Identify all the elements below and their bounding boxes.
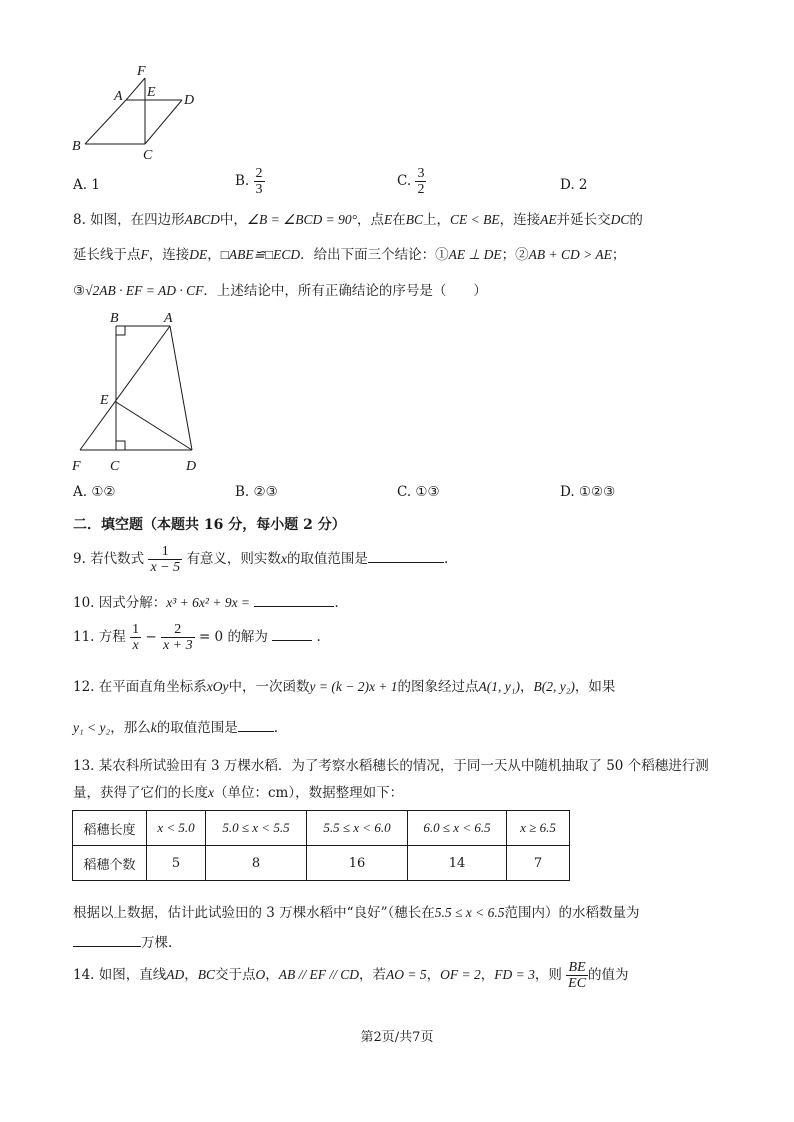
q8-label-a: A [164,311,173,326]
q12-answer-blank[interactable] [238,719,274,732]
q12-line1: 12. 在平面直角坐标系xOy中，一次函数y = (k − 2)x + 1的图象经过点A(1, y₁)，B(2, y₂)，如果 [73,679,616,695]
q8-label-e: E [100,393,109,408]
q13-data-table [72,810,570,881]
q8-option-b: B. ②③ [235,484,278,500]
q13-line3: 根据以上数据，估计此试验田的 3 万棵水稻中“良好”（穗长在5.5 ≤ x < 6.5范围内）的水稻数量为 [73,905,640,921]
q13-answer-blank[interactable] [73,934,141,947]
q13-line4: 万棵. [73,934,172,952]
q11-answer-blank[interactable] [272,628,312,641]
table-cell: 5 [147,846,206,881]
q7-option-c-fraction: $\frac{3}{2}$ [417,166,425,197]
page-number: 第2页/共7页 [360,1030,434,1045]
section-heading: 二．填空题（本题共 16 分，每小题 2 分） [73,517,346,533]
q10-answer-blank[interactable] [254,594,334,607]
q9-fraction: $\frac{1}{x - 5}$ [150,544,181,575]
q7-option-a: A. 1 [73,177,100,193]
q8-figure [66,306,216,478]
table-cell: 稻穗长度 [73,811,147,846]
q7-option-c-label: C. [397,173,412,189]
table-cell: x < 5.0 [147,811,206,846]
q14-fraction: $\frac{BE}{EC}$ [568,960,587,991]
q8-label-d: D [186,459,197,474]
table-cell: 5.0 ≤ x < 5.5 [206,811,307,846]
q14: 14. 如图，直线AD，BC交于点O，AB // EF // CD，若AO = 5，OF = 2，FD = 3，则 $\frac{BE}{EC}$ 的值为 [73,960,629,991]
q7-option-b [235,166,265,197]
table-cell: 14 [408,846,507,881]
q7-label-a: A [114,89,123,104]
q8-option-c: C. ①③ [397,484,440,500]
q10: 10. 因式分解：x³ + 6x² + 9x = . [73,595,339,611]
q7-option-d: D. 2 [560,177,588,193]
table-cell: 16 [307,846,408,881]
q8-line2: 延长线于点F，连接DE，□ABE≌□ECD．给出下面三个结论：①AE ⊥ DE；②AB + CD > AE； [73,247,626,263]
q12-line2: y₁ < y₂，那么k的取值范围是 . [73,720,279,736]
q7-label-d: D [184,93,195,108]
q11-fraction-1: $\frac{1}{x}$ [132,622,140,653]
q13-line1: 13. 某农科所试验田有 3 万棵水稻．为了考察水稻穗长的情况，于同一天从中随机抽取了 50 个稻穗进行测 [73,758,709,774]
q8-label-f: F [72,459,81,474]
q8-label-c: C [110,459,120,474]
table-cell: x ≥ 6.5 [507,811,570,846]
q7-label-b: B [72,139,81,154]
q7-label-e: E [147,85,156,100]
table-cell: 5.5 ≤ x < 6.0 [307,811,408,846]
q9: 9. 若代数式 $\frac{1}{x - 5}$ 有意义，则实数x的取值范围是 . [73,544,449,575]
q9-answer-blank[interactable] [368,550,444,563]
q8-line1: 8. 如图，在四边形ABCD中，∠B = ∠BCD = 90°，点E在BC上，CE < BE，连接AE并延长交DC的 [73,212,643,228]
q7-option-b-fraction: $\frac{2}{3}$ [255,166,263,197]
q13-line2: 量，获得了它们的长度x（单位：cm），数据整理如下： [73,785,404,801]
q7-option-c [397,166,426,197]
q11: 11. 方程 $\frac{1}{x}$ − $\frac{2}{x + 3}$ = 0 的解为 . [73,622,321,653]
q8-option-d: D. ①②③ [560,484,616,500]
table-row [73,846,570,881]
q7-option-b-label: B. [235,173,250,189]
q7-label-c: C [143,148,153,163]
table-cell: 稻穗个数 [73,846,147,881]
q8-line3: ③√2AB · EF = AD · CF．上述结论中，所有正确结论的序号是（ ） [73,283,487,299]
q11-fraction-2: $\frac{2}{x + 3}$ [162,622,193,653]
table-cell: 8 [206,846,307,881]
q8-option-a: A. ①② [73,484,116,500]
table-cell: 7 [507,846,570,881]
table-row [73,811,570,846]
q8-label-b: B [110,311,119,326]
table-cell: 6.0 ≤ x < 6.5 [408,811,507,846]
q7-label-f: F [137,64,146,79]
q7-figure [66,60,206,164]
